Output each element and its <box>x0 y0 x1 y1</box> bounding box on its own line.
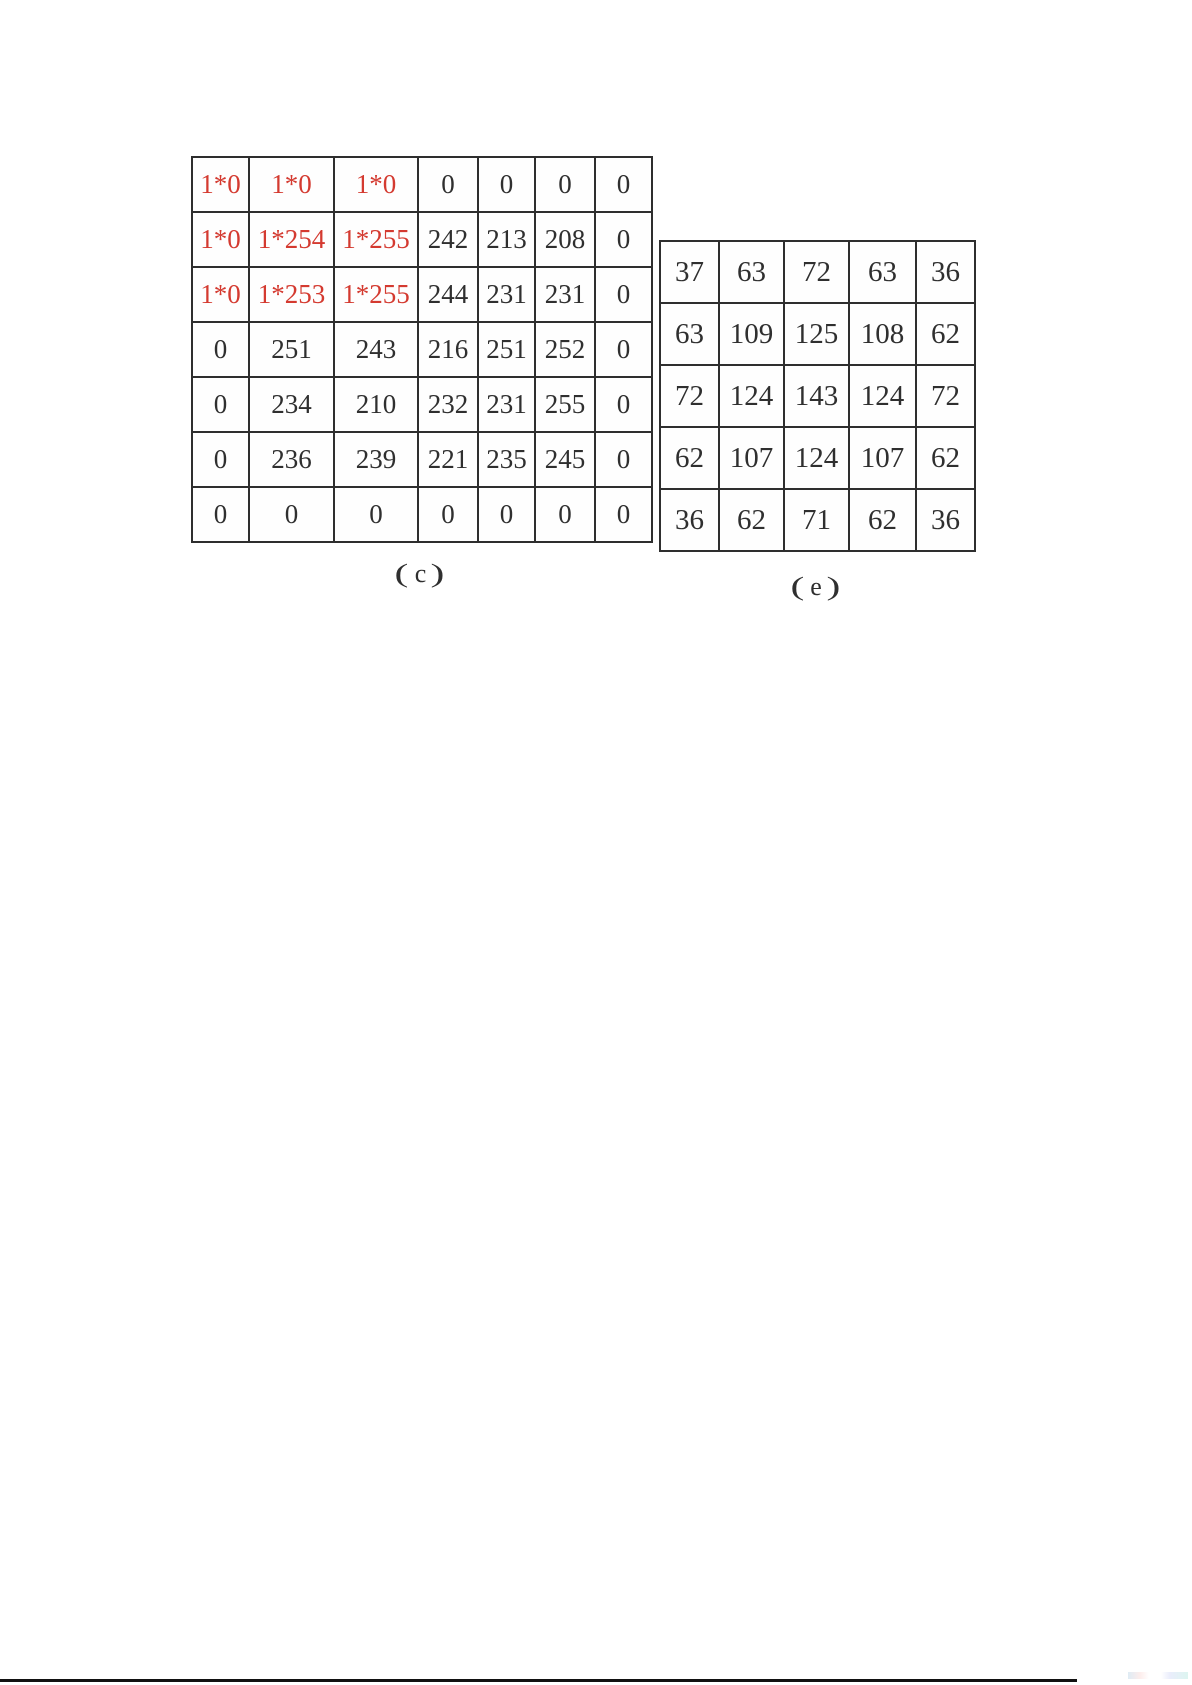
matrix-cell: 243 <box>334 322 418 377</box>
matrix-cell: 72 <box>784 241 849 303</box>
matrix-cell: 72 <box>916 365 975 427</box>
matrix-cell: 63 <box>660 303 719 365</box>
matrix-row <box>192 267 652 322</box>
matrix-cell: 231 <box>535 267 595 322</box>
matrix-cell: 0 <box>478 157 535 212</box>
matrix-cell: 1*0 <box>249 157 334 212</box>
matrix-cell: 36 <box>916 489 975 551</box>
matrix-row <box>660 489 975 551</box>
matrix-cell: 0 <box>595 432 652 487</box>
matrix-cell: 63 <box>849 241 916 303</box>
matrix-cell: 63 <box>719 241 784 303</box>
matrix-cell: 62 <box>849 489 916 551</box>
matrix-cell: 251 <box>478 322 535 377</box>
matrix-cell: 0 <box>595 212 652 267</box>
matrix-cell: 252 <box>535 322 595 377</box>
matrix-cell: 0 <box>595 322 652 377</box>
matrix-cell: 1*255 <box>334 267 418 322</box>
caption-close-paren: ) <box>826 572 845 601</box>
matrix-cell: 0 <box>334 487 418 542</box>
matrix-cell: 0 <box>595 487 652 542</box>
matrix-cell: 124 <box>719 365 784 427</box>
matrix-row <box>192 212 652 267</box>
matrix-cell: 0 <box>535 487 595 542</box>
caption-open-paren: ( <box>394 559 414 588</box>
matrix-cell: 1*0 <box>192 267 249 322</box>
matrix-cell: 62 <box>916 303 975 365</box>
matrix-cell: 231 <box>478 267 535 322</box>
matrix-cell: 1*253 <box>249 267 334 322</box>
matrix-cell: 0 <box>192 322 249 377</box>
matrix-cell: 1*0 <box>334 157 418 212</box>
matrix-cell: 216 <box>418 322 478 377</box>
matrix-cell: 0 <box>192 487 249 542</box>
matrix-cell: 71 <box>784 489 849 551</box>
figure-c-caption <box>191 559 653 589</box>
matrix-cell: 245 <box>535 432 595 487</box>
matrix-cell: 36 <box>916 241 975 303</box>
matrix-cell: 235 <box>478 432 535 487</box>
matrix-cell: 62 <box>916 427 975 489</box>
matrix-cell: 244 <box>418 267 478 322</box>
matrix-row <box>660 427 975 489</box>
matrix-cell: 1*0 <box>192 157 249 212</box>
figure-c-caption-letter: c <box>414 559 430 588</box>
matrix-cell: 0 <box>595 157 652 212</box>
matrix-cell: 124 <box>784 427 849 489</box>
matrix-cell: 231 <box>478 377 535 432</box>
matrix-c <box>191 156 653 543</box>
matrix-cell: 0 <box>478 487 535 542</box>
matrix-cell: 0 <box>192 377 249 432</box>
matrix-cell: 255 <box>535 377 595 432</box>
caption-open-paren: ( <box>790 572 809 601</box>
figure-e-caption <box>659 572 976 602</box>
matrix-cell: 125 <box>784 303 849 365</box>
matrix-row <box>192 322 652 377</box>
matrix-cell: 242 <box>418 212 478 267</box>
matrix-cell: 72 <box>660 365 719 427</box>
matrix-cell: 107 <box>849 427 916 489</box>
matrix-cell: 143 <box>784 365 849 427</box>
matrix-cell: 0 <box>535 157 595 212</box>
matrix-row <box>192 157 652 212</box>
matrix-cell: 210 <box>334 377 418 432</box>
matrix-cell: 108 <box>849 303 916 365</box>
cropped-watermark-artifact <box>1128 1672 1188 1679</box>
matrix-cell: 232 <box>418 377 478 432</box>
matrix-row <box>192 487 652 542</box>
matrix-cell: 36 <box>660 489 719 551</box>
matrix-cell: 62 <box>660 427 719 489</box>
matrix-row <box>660 365 975 427</box>
matrix-cell: 0 <box>418 487 478 542</box>
matrix-cell: 0 <box>595 377 652 432</box>
matrix-row <box>660 303 975 365</box>
matrix-row <box>660 241 975 303</box>
caption-close-paren: ) <box>430 559 450 588</box>
figure-c <box>191 156 653 589</box>
matrix-cell: 1*0 <box>192 212 249 267</box>
matrix-row <box>192 432 652 487</box>
matrix-cell: 239 <box>334 432 418 487</box>
matrix-e <box>659 240 976 552</box>
matrix-cell: 107 <box>719 427 784 489</box>
matrix-row <box>192 377 652 432</box>
matrix-cell: 236 <box>249 432 334 487</box>
page-bottom-rule <box>0 1679 1077 1682</box>
matrix-cell: 37 <box>660 241 719 303</box>
matrix-cell: 0 <box>192 432 249 487</box>
figure-e-caption-letter: e <box>810 572 825 601</box>
matrix-cell: 1*255 <box>334 212 418 267</box>
matrix-cell: 1*254 <box>249 212 334 267</box>
matrix-cell: 234 <box>249 377 334 432</box>
figure-e <box>659 240 976 602</box>
matrix-cell: 0 <box>595 267 652 322</box>
matrix-cell: 213 <box>478 212 535 267</box>
matrix-cell: 251 <box>249 322 334 377</box>
matrix-cell: 62 <box>719 489 784 551</box>
matrix-cell: 124 <box>849 365 916 427</box>
matrix-cell: 221 <box>418 432 478 487</box>
matrix-cell: 109 <box>719 303 784 365</box>
matrix-cell: 0 <box>418 157 478 212</box>
matrix-cell: 208 <box>535 212 595 267</box>
matrix-cell: 0 <box>249 487 334 542</box>
